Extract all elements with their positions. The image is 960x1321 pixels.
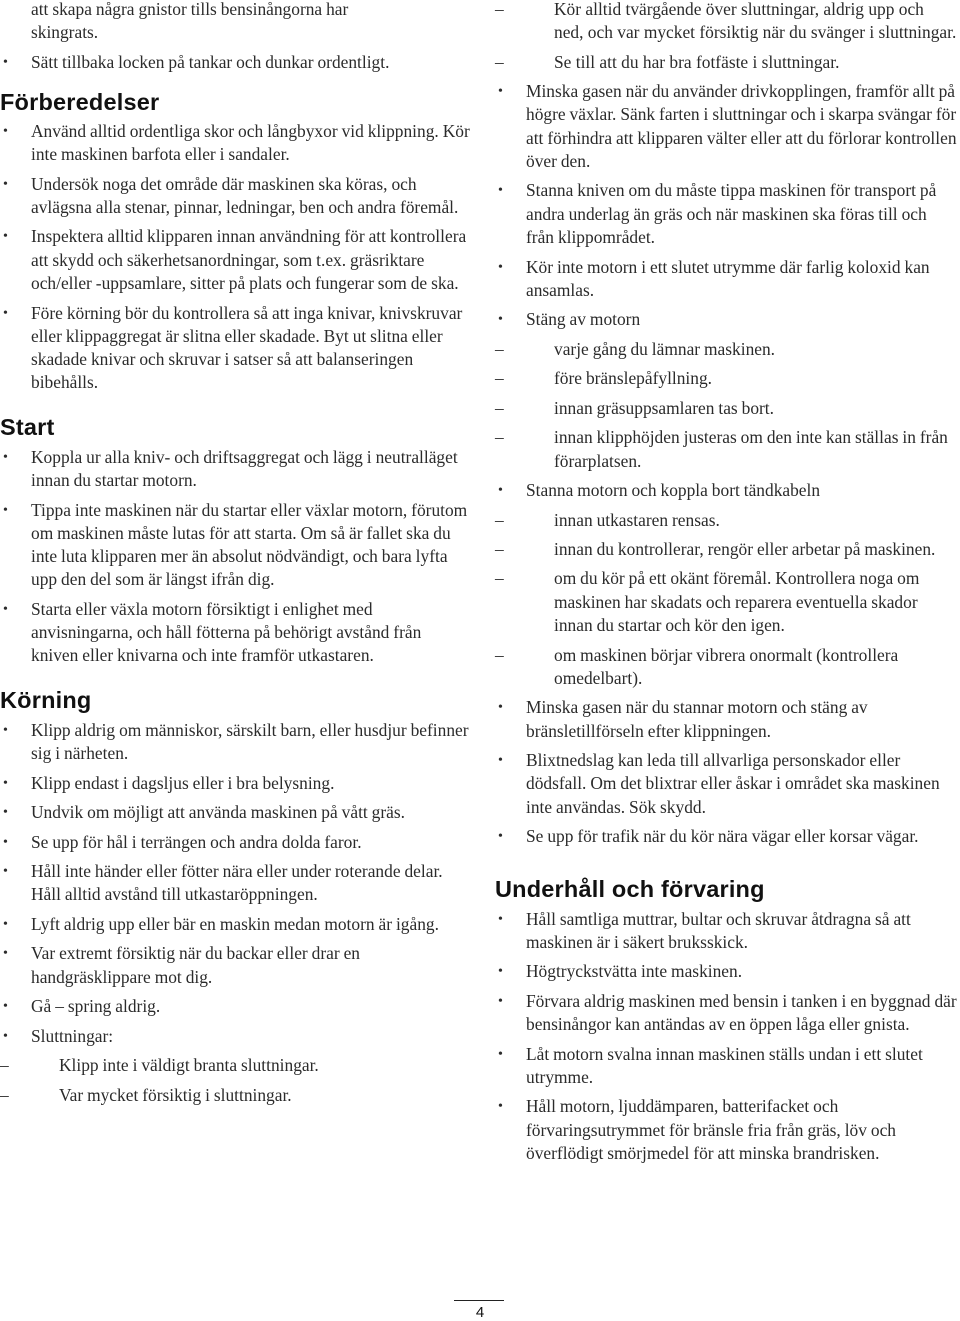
sublist-item: – Kör alltid tvärgående över sluttningar, aldrig upp och ned, och var mycket försiktig när du svänger i sluttningar. bbox=[495, 0, 957, 43]
sublist-item: – Se till att du har bra fotfäste i sluttningar. bbox=[495, 51, 957, 74]
sublist-item: – varje gång du lämnar maskinen. bbox=[495, 338, 957, 361]
sublist-item: – före bränslepåfyllning. bbox=[495, 367, 957, 390]
list-item: • Stäng av motorn – varje gång du lämnar maskinen. – före bränslepåfyllning. – innan gräsuppsamlaren tas bort. – innan klipphöjden justeras om den inte kan ställas in från förarplatsen. bbox=[495, 308, 957, 473]
bullet-icon: • bbox=[498, 700, 503, 716]
list-item: • Undersök noga det område där maskinen ska köras, och avlägsna alla stenar, pinnar, ledningar, ben och andra föremål. bbox=[3, 173, 459, 217]
bullet-icon: • bbox=[3, 176, 8, 192]
preparations-list bbox=[0, 120, 470, 395]
sublist-item: – innan klipphöjden justeras om den inte kan ställas in från förarplatsen. bbox=[495, 427, 948, 471]
dash-icon: – bbox=[495, 539, 504, 559]
bullet-icon: • bbox=[3, 946, 8, 962]
bullet-icon: • bbox=[3, 805, 8, 821]
start-list bbox=[0, 446, 470, 668]
slope-sublist-continued bbox=[495, 0, 957, 74]
section-heading-start: Start bbox=[0, 413, 55, 440]
operation-list bbox=[0, 719, 470, 1107]
sublist-item: – Klipp inte i väldigt branta sluttningar. bbox=[0, 1054, 470, 1077]
bullet-icon: • bbox=[498, 259, 503, 275]
bullet-icon: • bbox=[498, 183, 503, 199]
bullet-icon: • bbox=[3, 54, 8, 70]
list-item: • Använd alltid ordentliga skor och långbyxor vid klippning. Kör inte maskinen barfota eller i sandaler. bbox=[3, 120, 470, 165]
list-item: • Undvik om möjligt att använda maskinen på vått gräs. bbox=[0, 801, 470, 824]
right-column bbox=[495, 0, 957, 1165]
dash-icon: – bbox=[495, 568, 504, 589]
list-item: • Stanna kniven om du måste tippa maskinen för transport på andra underlag än gräs och när maskinen ska föras till och från klippområdet. bbox=[498, 180, 937, 248]
list-item: • Lyft aldrig upp eller bär en maskin medan motorn är igång. bbox=[0, 913, 470, 936]
list-item: • Se upp för hål i terrängen och andra dolda faror. bbox=[0, 831, 470, 854]
maintenance-list bbox=[495, 908, 957, 1166]
list-item: • Gå – spring aldrig. bbox=[0, 995, 470, 1018]
sublist-item: – innan du kontrollerar, rengör eller arbetar på maskinen. bbox=[495, 538, 957, 561]
bullet-icon: • bbox=[498, 84, 503, 100]
dash-icon: – bbox=[0, 1055, 9, 1076]
bullet-icon: • bbox=[498, 753, 503, 769]
bullet-icon: • bbox=[3, 229, 8, 245]
list-item: • Sluttningar: – Klipp inte i väldigt branta sluttningar. – Var mycket försiktig i sluttningar. bbox=[0, 1025, 470, 1107]
list-item: • Minska gasen när du stannar motorn och stäng av bränsletillförseln efter klippningen. bbox=[498, 697, 868, 741]
list-item: • Klipp aldrig om människor, särskilt barn, eller husdjur befinner sig i närheten. bbox=[3, 719, 469, 764]
bullet-icon: • bbox=[3, 775, 8, 791]
bullet-icon: • bbox=[3, 999, 8, 1015]
bullet-icon: • bbox=[498, 1046, 503, 1062]
bullet-icon: • bbox=[3, 722, 8, 738]
intro-line: att skapa några gnistor tills bensinångorna har bbox=[31, 0, 349, 19]
list-item: • Före körning bör du kontrollera så att inga knivar, knivskruvar eller klippaggregat är slitna eller skadade. Byt ut slitna eller skadade knivar och skruvar i satser så att balanseringen bibehålls. bbox=[3, 302, 463, 393]
dash-icon: – bbox=[495, 509, 504, 530]
bullet-icon: • bbox=[3, 834, 8, 850]
sublist-item: – innan utkastaren rensas. bbox=[495, 509, 957, 532]
dash-icon: – bbox=[0, 1084, 9, 1105]
list-item: • Tippa inte maskinen när du startar eller växlar motorn, förutom om maskinen måste lutas för att starta. Om så är fallet ska du inte luta klipparen mer än absolut nödvändigt, och bara lyfta upp den del som är längst ifrån dig. bbox=[3, 499, 468, 590]
list-item: • Högtryckstvätta inte maskinen. bbox=[495, 960, 957, 983]
bullet-icon: • bbox=[498, 911, 503, 927]
bullet-icon: • bbox=[3, 449, 8, 465]
spark-plug-sublist bbox=[495, 509, 957, 691]
dash-icon: – bbox=[495, 644, 504, 665]
list-item: • Se upp för trafik när du kör nära vägar eller korsar vägar. bbox=[495, 825, 957, 848]
bullet-icon: • bbox=[498, 993, 503, 1009]
slope-sublist bbox=[0, 1054, 470, 1107]
bullet-icon: • bbox=[498, 1099, 503, 1115]
left-column bbox=[0, 0, 470, 1107]
list-item: • Håll motorn, ljuddämparen, batterifacket och förvaringsutrymmet för bränsle fria från gräs, löv och överflödigt smörjmedel för att minska brandrisken. bbox=[498, 1096, 897, 1163]
list-item: • Minska gasen när du använder drivkopplingen, framför allt på högre växlar. Sänk farten i sluttningar och i skarpa svängar för att förhindra att klipparen välter eller att du förlorar kontrollen över den. bbox=[498, 81, 957, 171]
sublist-item: – innan gräsuppsamlaren tas bort. bbox=[495, 397, 957, 420]
dash-icon: – bbox=[495, 0, 504, 19]
list-item: • Förvara aldrig maskinen med bensin i tanken i en byggnad där bensinångor kan antändas av en öppen låga eller gnista. bbox=[498, 990, 957, 1035]
list-item: • Håll samtliga muttrar, bultar och skruvar åtdragna så att maskinen är i säkert bruksskick. bbox=[498, 908, 911, 952]
bullet-icon: • bbox=[3, 123, 8, 139]
list-item: • Kör inte motorn i ett slutet utrymme där farlig koloxid kan ansamlas. bbox=[498, 256, 930, 300]
page-number: 4 bbox=[475, 1304, 485, 1321]
list-item: • Blixtnedslag kan leda till allvarliga personskador eller dödsfall. Om det blixtrar eller åskar i området ska maskinen inte användas. Sök skydd. bbox=[498, 750, 940, 817]
operation-list-continued bbox=[495, 80, 957, 848]
list-item: • Håll inte händer eller fötter nära eller under roterande delar. Håll alltid avstånd till utkastaröppningen. bbox=[3, 861, 443, 905]
bullet-icon: • bbox=[3, 502, 8, 518]
sublist-item: – om du kör på ett okänt föremål. Kontrollera noga om maskinen har skadats och reparera eventuella skador innan du startar och kör den igen. bbox=[495, 568, 920, 636]
section-heading-maintenance: Underhåll och förvaring bbox=[495, 875, 765, 902]
list-item: • Inspektera alltid klipparen innan användning för att kontrollera att skydd och säkerhetsanordningar, som t.ex. gräsriktare och/eller -uppsamlare, sitter på plats och fungerar som de ska. bbox=[3, 226, 467, 294]
list-item: • Var extremt försiktig när du backar eller drar en handgräsklippare mot dig. bbox=[3, 943, 361, 987]
footer-rule bbox=[454, 1300, 504, 1301]
list-item: • Stanna motorn och koppla bort tändkabeln – innan utkastaren rensas. – innan du kontrollerar, rengör eller arbetar på maskinen. – om du kör på ett okänt föremål. Kontrollera noga om maskinen har skadats och reparera eventuella skador innan du startar och kör den igen. – om maskinen börjar vibrera onormalt (kontrollera omedelbart). bbox=[495, 479, 957, 690]
bullet-icon: • bbox=[498, 829, 503, 845]
bullet-icon: • bbox=[498, 483, 503, 499]
bullet-icon: • bbox=[3, 601, 8, 617]
list-item: • Starta eller växla motorn försiktigt i enlighet med anvisningarna, och håll fötterna på behörigt avstånd från kniven eller knivarna och inte framför utkastaren. bbox=[3, 598, 422, 666]
sublist-item: – om maskinen börjar vibrera onormalt (kontrollera omedelbart). bbox=[495, 644, 899, 688]
section-heading-operation: Körning bbox=[0, 686, 92, 713]
bullet-icon: • bbox=[3, 864, 8, 879]
stop-engine-sublist bbox=[495, 338, 957, 473]
sublist-item: – Var mycket försiktig i sluttningar. bbox=[0, 1084, 470, 1107]
list-item: • Klipp endast i dagsljus eller i bra belysning. bbox=[0, 772, 470, 795]
dash-icon: – bbox=[495, 397, 504, 418]
dash-icon: – bbox=[495, 427, 504, 448]
dash-icon: – bbox=[495, 51, 504, 72]
list-item: • Sätt tillbaka locken på tankar och dunkar ordentligt. bbox=[0, 51, 470, 74]
bullet-icon: • bbox=[498, 964, 503, 980]
dash-icon: – bbox=[495, 338, 504, 359]
list-item: • Koppla ur alla kniv- och driftsaggregat och lägg i neutralläget innan du startar motorn. bbox=[3, 446, 458, 491]
bullet-icon: • bbox=[3, 916, 8, 932]
intro-line: skingrats. bbox=[31, 22, 99, 43]
bullet-icon: • bbox=[498, 312, 503, 328]
list-item: • Låt motorn svalna innan maskinen ställs undan i ett slutet utrymme. bbox=[498, 1043, 923, 1087]
dash-icon: – bbox=[495, 368, 504, 389]
bullet-icon: • bbox=[3, 1028, 8, 1044]
section-heading-preparations: Förberedelser bbox=[0, 88, 160, 115]
bullet-icon: • bbox=[3, 305, 8, 321]
